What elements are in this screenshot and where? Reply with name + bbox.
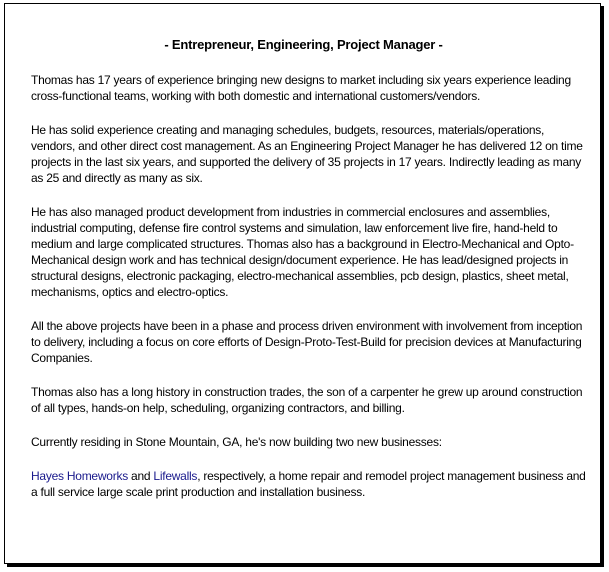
businesses-description-text: , respectively, a home repair and remodel project management business and a full service large scale print production and installation business. — [31, 469, 586, 499]
businesses-connector-text: and — [127, 469, 154, 483]
page-title: - Entrepreneur, Engineering, Project Manager - — [164, 37, 443, 52]
paragraph-experience: Thomas has 17 years of experience bringing new designs to market including six years experience leading cross-functional teams, working with both domestic and international customers/vendors. — [31, 73, 571, 103]
hayes-homeworks-link[interactable]: Hayes Homeworks — [31, 469, 128, 483]
paragraph-residence: Currently residing in Stone Mountain, GA, he's now building two new businesses: — [31, 435, 442, 449]
paragraph-product-development: He has also managed product development from industries in commercial enclosures and assemblies, industrial computing, defense fire control systems and simulation, law enforcement live fire, hand-held to medium and large complicated structures. Thomas also has a background in Electro-Mechanical and Opto-Mechanical design work and has technical design/document experience. He has lead/designed projects in structural designs, electronic packaging, electro-mechanical assemblies, pcb design, plastics, sheet metal, mechanisms, optics and electro-optics. — [31, 205, 574, 299]
paragraph-process: All the above projects have been in a phase and process driven environment with involvement from inception to delivery, including a focus on core efforts of Design-Proto-Test-Build for precision devices at Manufacturing Companies. — [31, 319, 583, 365]
bio-body — [31, 72, 589, 518]
paragraph-management: He has solid experience creating and managing schedules, budgets, resources, materials/operations, vendors, and other direct cost management. As an Engineering Project Manager he has delivered 12 on time projects in the last six years, and supported the delivery of 35 projects in 17 years. Indirectly leading as many as 25 and directly as many as six. — [31, 123, 583, 185]
lifewalls-link[interactable]: Lifewalls — [153, 469, 198, 483]
text-frame — [4, 3, 601, 564]
paragraph-businesses — [31, 468, 589, 500]
paragraph-construction: Thomas also has a long history in construction trades, the son of a carpenter he grew up around construction of all types, hands-on help, scheduling, organizing contractors, and billing. — [31, 385, 583, 415]
